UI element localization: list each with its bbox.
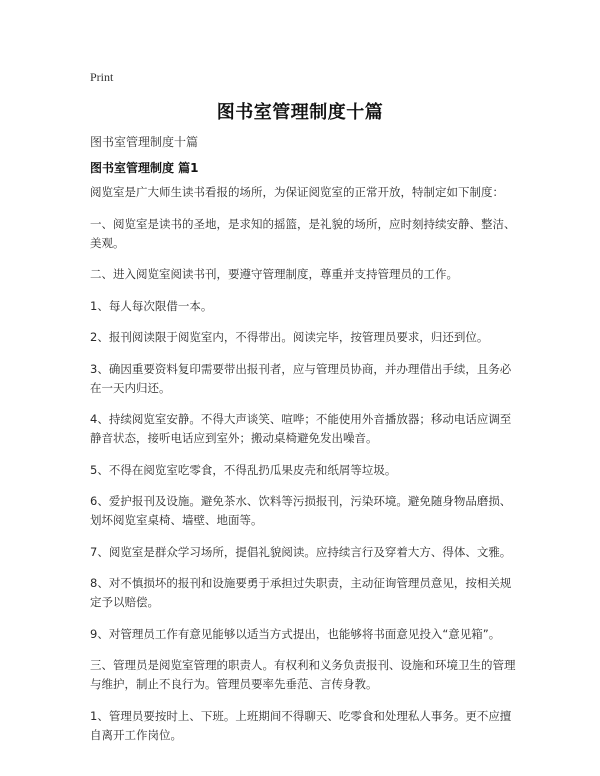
paragraph-rule-2: 二、进入阅览室阅读书刊，要遵守管理制度，尊重并支持管理员的工作。 [90,267,458,281]
document-subtitle: 图书室管理制度十篇 [90,135,199,149]
paragraph-staff-item-1: 1、管理员要按时上、下班。上班期间不得聊天、吃零食和处理私人事务。更不应擅自离开工作岗位。 [90,708,512,742]
print-link[interactable]: Print [90,70,114,84]
paragraph-rule-3: 三、管理员是阅览室管理的职责人。有权利和义务负责报刊、设施和环境卫生的管理与维护，制止不良行为。管理员要率先垂范、言传身教。 [90,658,516,691]
paragraph-item-9: 9、对管理员工作有意见能够以适当方式提出，也能够将书面意见投入“意见箱”。 [90,626,501,641]
paragraph-rule-1: 一、阅览室是读书的圣地，是求知的摇篮，是礼貌的场所，应时刻持续安静、整洁、美观。 [90,216,516,250]
paragraph-item-4: 4、持续阅览室安静。不得大声谈笑、喧哗；不能使用外音播放器；移动电话应调至静音状态，接听电话应到室外；搬动桌椅避免发出噪音。 [90,412,512,445]
document-body [90,183,520,757]
paragraph-item-7: 7、阅览室是群众学习场所，提倡礼貌阅读。应持续言行及穿着大方、得体、文雅。 [90,544,512,559]
paragraph-item-6: 6、爱护报刊及设施。避免茶水、饮料等污损报刊，污染环境。避免随身物品磨损、划坏阅览室桌椅、墙壁、地面等。 [90,494,512,527]
paragraph-item-1: 1、每人每次限借一本。 [90,298,213,313]
paragraph-item-2: 2、报刊阅读限于阅览室内，不得带出。阅读完毕，按管理员要求，归还到位。 [90,330,489,344]
paragraph-item-3: 3、确因重要资料复印需要带出报刊者，应与管理员协商，并办理借出手续，且务必在一天内归还。 [90,361,512,395]
paragraph-intro: 阅览室是广大师生读书看报的场所，为保证阅览室的正常开放，特制定如下制度： [90,185,504,199]
section-heading: 图书室管理制度 篇1 [90,161,199,175]
paragraph-item-5: 5、不得在阅览室吃零食，不得乱扔瓜果皮壳和纸屑等垃圾。 [90,462,397,477]
document-title: 图书室管理制度十篇 [216,102,384,123]
paragraph-item-8: 8、对不慎损坏的报刊和设施要勇于承担过失职责，主动征询管理员意见，按相关规定予以赔偿。 [90,576,512,609]
